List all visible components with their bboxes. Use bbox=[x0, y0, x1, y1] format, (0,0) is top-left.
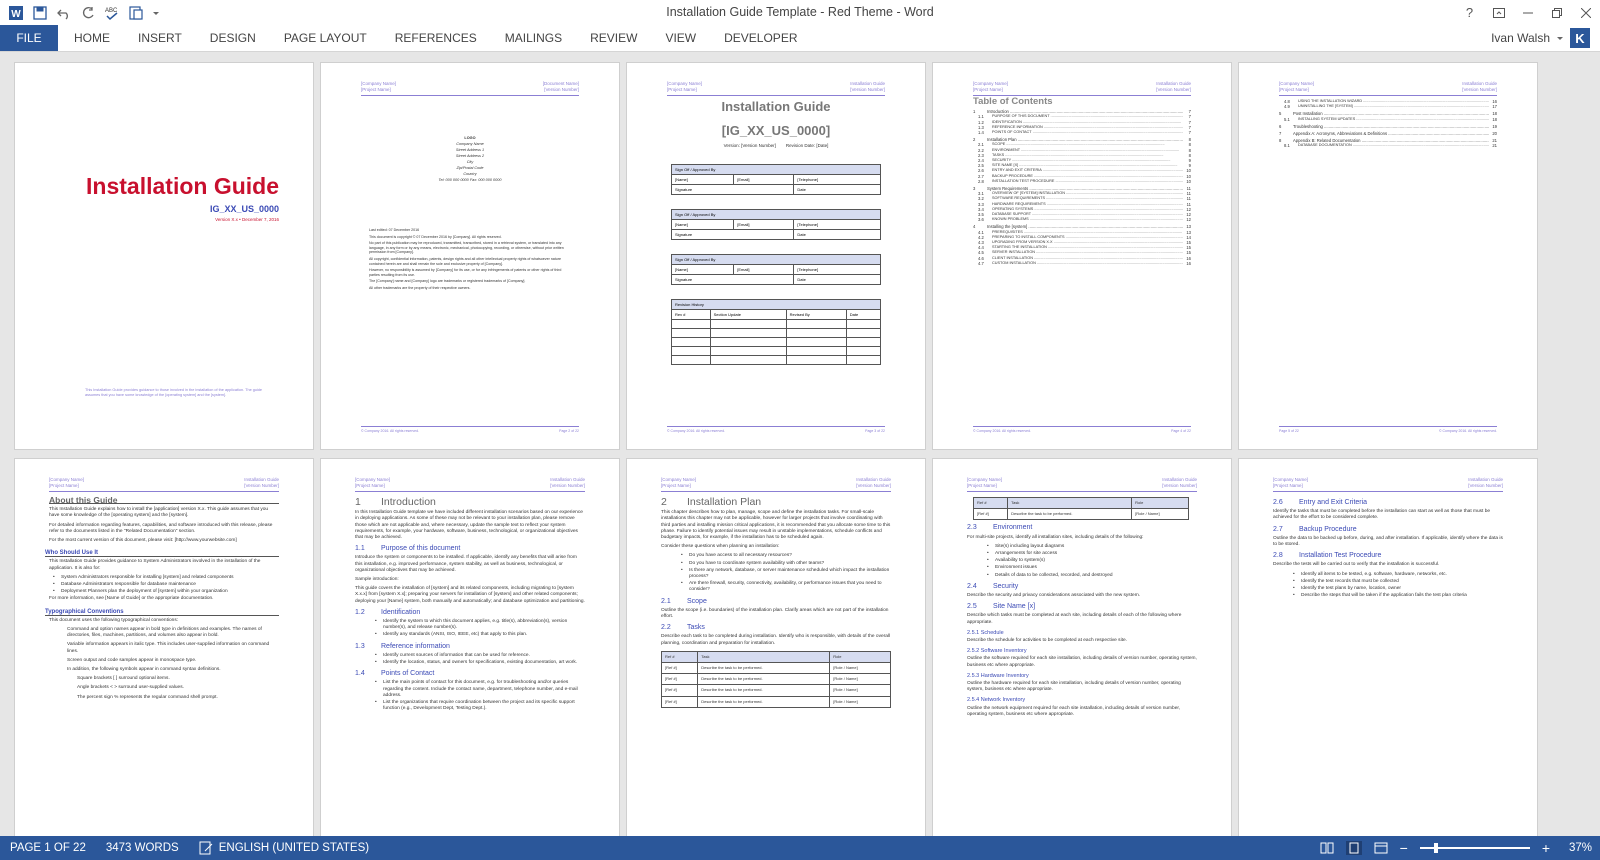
page-toc[interactable] bbox=[932, 62, 1232, 450]
page-header: [Company Name] [Project Name] [Document Name] [Version Number] bbox=[361, 81, 579, 96]
who-heading: Who Should Use It bbox=[45, 550, 279, 557]
page-environment[interactable]: [Company Name] [Project Name] Installation Guide [Version Number] Ref # Task Role [Ref #] Describe the task to be performed. [Role / Name] 2.3 Environment For multi-site projects, identify all installation sites, including details of the following: • Site(s) including layout diagrams • Arrangements for site access • Availability to system(s) • Environment issues • Details of data to be collected, recorded, and destroyed 2.4 Security Describe the security and privacy considerations associated with the new system. 2.5 Site Name [x] Describe which tasks must be completed at each site, including details of each of the following where appropriate. 2.5.1 Schedule Describe the schedule for activities to be completed at each respective site. 2.5.2 Software Inventory Outline the software required for each site installation, including details of version number, operating system, business etc where appropriate. 2.5.3 Hardware Inventory Outline the hardware required for each site installation, including details of version number, operating system, business etc where appropriate. 2.5.4 Network Inventory Outline the network equipment required for each site installation, including details of version number, operating system, business etc where appropriate. bbox=[932, 458, 1232, 836]
page-header: [Company Name] [Project Name] Installation Guide [Version Number] bbox=[1273, 477, 1503, 492]
toc-entry[interactable]: 3.5 DATABASE SUPPORT ..... 12 bbox=[973, 212, 1191, 217]
subsection-heading: 1.1 Purpose of this document bbox=[355, 545, 461, 553]
version-line: Version: [Version Number] Revision Date: [Date] bbox=[723, 143, 829, 148]
toc-entry[interactable]: 1 Introduction ..... 7 bbox=[973, 109, 1191, 114]
cover-code: IG_XX_US_0000 bbox=[209, 204, 279, 214]
page-count[interactable]: PAGE 1 OF 22 bbox=[10, 842, 86, 854]
toc-entry[interactable]: 3.4 OPERATING SYSTEMS ..... 12 bbox=[973, 207, 1191, 212]
about-title: About this Guide bbox=[49, 497, 279, 504]
guide-title: Installation Guide bbox=[721, 99, 831, 114]
subsection-heading: 2.2 Tasks bbox=[661, 624, 705, 632]
toc-entry[interactable]: 8 Appendix B: Related Documentation ..... 21 bbox=[1279, 138, 1497, 143]
page-about[interactable]: [Company Name] [Project Name] Installation Guide [Version Number] About this Guide This Installation Guide explains how to install the [application] version X.x. This guide assumes that you have some knowledge of the [operating system] and the [system]. For detailed information regarding features, capabilities, and software introduced with this release, please refer to the documents listed in the "Related Documentation" section. For the most current version of this document, please visit: [http://www.yourwebsite.com] Who Should Use It This Installation Guide provides guidance to System Administrators involved in the installation of the application. It is also for: • System Administrators responsible for installing [system] and related components • Database Administrators responsible for database maintenance • Deployment Planners plan the deployment of [system] within your organization For more information, see [Name of Guide] or the appropriate documentation. Typographical Conventions This document uses the following typographical conventions: Command and option names appear in bold type in definitions and examples. The names of directories, files, machines, partitions, and volumes also appear in bold. Variable information appears in italic type. This includes user-supplied information on command lines. Screen output and code samples appear in monospace type. In addition, the following symbols appear in command syntax definitions. Square brackets [ ] surround optional items. Angle brackets < > surround user-supplied values. The percent sign % represents the regular command shell prompt. bbox=[14, 458, 314, 836]
svg-text:W: W bbox=[11, 8, 21, 20]
zoom-level[interactable]: 37% bbox=[1568, 842, 1592, 854]
toc-entry[interactable]: 4 Installing the [system] ..... 13 bbox=[973, 224, 1191, 229]
status-bar bbox=[0, 836, 1600, 860]
subsection-heading: 2.3 Environment bbox=[967, 524, 1033, 532]
page-introduction[interactable]: [Company Name] [Project Name] Installation Guide [Version Number] 1 Introduction In this Installation Guide template we have included different installation scenarios based on our experience in deploying applications. As some of these may not be relevant to your installation plan, please remove those which are not applicable and, where necessary, update the sample text to reflect your system requirements, for example, your hardware, software, business, technological, or organizational objectives that may be achieved. 1.1 Purpose of this document Introduce the system or components to be installed. If applicable, identify any benefits that will arise from this installation, e.g. improved performance, system stability, as well as business, technological, or organizational objectives that may be achieved. Sample introduction: This guide covers the installation of [system] and its related components, including migrating to [system X.x.x] from [system X.x]; preparing your servers for installation of [system] and other related components; deploying your [Name] system, both manually and automatically; and database optimization and partitioning. 1.2 Identification • Identify the system to which this document applies, e.g. title(s), abbreviation(s), version number(s), and release number(s). • Identify any standards (ANSI, ISO, IEEE, etc) that apply to this plan. 1.3 Reference information • Identify current sources of information that can be used for reference. • Identify the location, status, and owners for specifications, existing documentation, art work. 1.4 Points of Contact • List the main points of contact for this document, e.g. for troubleshooting and/or queries regarding the content. Include the contact name, department, telephone number, and e-mail address. • List the organizations that require coordination between the project and its specific support function (e.g., Development Dept, Testing Dept.). bbox=[320, 458, 620, 836]
toc-entry[interactable]: 4.8 USING THE INSTALLATION WIZARD ..... 16 bbox=[1279, 99, 1497, 104]
toc-entry[interactable]: 4.5 SERVER INSTALLATION ..... 15 bbox=[973, 250, 1191, 255]
subsection-heading: 1.4 Points of Contact bbox=[355, 670, 435, 678]
tab-file[interactable]: FILE bbox=[0, 25, 58, 51]
subsection-heading: 2.8 Installation Test Procedure bbox=[1273, 552, 1382, 560]
read-mode-icon[interactable] bbox=[1320, 841, 1334, 855]
page-header: [Company Name] [Project Name] Installation Guide [Version Number] bbox=[973, 81, 1191, 96]
toc-entry[interactable]: 4.9 UNINSTALLING THE [SYSTEM] ..... 17 bbox=[1279, 104, 1497, 109]
avatar: K bbox=[1570, 28, 1590, 48]
window-title: Installation Guide Template - Red Theme - Word bbox=[666, 5, 934, 19]
page-header: [Company Name] [Project Name] Installation Guide [Version Number] bbox=[661, 477, 891, 492]
typo-heading: Typographical Conventions bbox=[45, 609, 279, 616]
minimize-icon[interactable] bbox=[1513, 0, 1542, 25]
section-heading: 1 Introduction bbox=[355, 496, 436, 508]
subsection-heading: 1.3 Reference information bbox=[355, 642, 450, 650]
svg-text:ABC: ABC bbox=[105, 7, 118, 14]
subsection-heading: 2.7 Backup Procedure bbox=[1273, 525, 1357, 533]
zoom-slider[interactable] bbox=[1420, 847, 1530, 849]
zoom-slider-knob[interactable] bbox=[1434, 843, 1438, 853]
subsection-heading: 1.2 Identification bbox=[355, 608, 421, 616]
tab-view[interactable]: VIEW bbox=[665, 31, 697, 45]
page-footer: © Company 2016. All rights reserved. Page 3 of 22 bbox=[667, 426, 885, 433]
tab-review[interactable]: REVIEW bbox=[590, 31, 638, 45]
cover-version-line: Version X.x • December 7, 2016 bbox=[215, 217, 279, 222]
toc-entry[interactable]: 2.4 SECURITY ..... 9 bbox=[973, 158, 1191, 163]
toc-entry[interactable]: 3.1 OVERVIEW OF [SYSTEM] INSTALLATION ..... 11 bbox=[973, 191, 1191, 196]
toc-entry[interactable]: 1.2 IDENTIFICATION ..... 7 bbox=[973, 120, 1191, 125]
proofing-status[interactable] bbox=[189, 841, 379, 855]
guide-code: [IG_XX_US_0000] bbox=[721, 123, 831, 138]
toc-entry[interactable]: 4.7 CUSTOM INSTALLATION ..... 16 bbox=[973, 261, 1191, 266]
page-footer: © Company 2016. All rights reserved. Page 2 of 22 bbox=[361, 426, 579, 433]
toc-entry[interactable]: 5 Post Installation ..... 18 bbox=[1279, 111, 1497, 116]
title-bar bbox=[0, 0, 1600, 25]
page-cover[interactable] bbox=[14, 62, 314, 450]
toc-entry[interactable]: 4.2 PREPARING TO INSTALL COMPONENTS ..... 14 bbox=[973, 235, 1191, 240]
web-layout-icon[interactable] bbox=[1374, 841, 1388, 855]
toc-entry[interactable]: 2 Installation Plan ..... 8 bbox=[973, 137, 1191, 142]
tasks-table: Ref # Task Role [Ref #] Describe the task to be performed. [Role / Name] [Ref #] Describe the task to be performed. [Role / Name] [Ref #] Describe the task to be performed. [Role / Name] [Ref #] Describe the task to be performed. [Role / Name] bbox=[661, 651, 891, 708]
page-copyright[interactable] bbox=[320, 62, 620, 450]
page-header: [Company Name] [Project Name] Installation Guide [Version Number] bbox=[1279, 81, 1497, 96]
toc-entry[interactable]: 2.7 BACKUP PROCEDURE ..... 10 bbox=[973, 174, 1191, 179]
page-toc-continued[interactable] bbox=[1238, 62, 1538, 450]
help-icon[interactable]: ? bbox=[1465, 5, 1474, 20]
section-heading: 2 Installation Plan bbox=[661, 496, 762, 508]
toc-entry[interactable]: 4.6 CLIENT INSTALLATION ..... 16 bbox=[973, 256, 1191, 261]
page-signoff[interactable] bbox=[626, 62, 926, 450]
tab-references[interactable]: REFERENCES bbox=[394, 31, 477, 45]
subsection-heading: 2.5 Site Name [x] bbox=[967, 603, 1036, 611]
signoff-table: Sign Off / Approved By [Name] [Email] [Telephone] Signature Date bbox=[671, 254, 881, 285]
chevron-down-icon bbox=[1556, 34, 1564, 42]
close-icon[interactable] bbox=[1571, 0, 1600, 25]
tab-mailings[interactable]: MAILINGS bbox=[504, 31, 563, 45]
toc-title: Table of Contents bbox=[973, 96, 1053, 107]
page-header: [Company Name] [Project Name] Installation Guide [Version Number] bbox=[967, 477, 1197, 492]
user-name: Ivan Walsh bbox=[1491, 31, 1550, 45]
view-controls bbox=[1320, 836, 1592, 860]
copyright-notice: Last edited: 07 December 2016 This document is copyright © 07 December 2016 by [Company]. All rights reserved. No part of this publication may be reproduced, transmitted, transcribed, stored in a retrieval system, or translated into any language, in any form or by any means, electronic, mechanical, photocopying, recording, or otherwise, without prior written permission from [Company]. All copyright, confidential information, patents, design rights and all other intellectual property rights of whatsoever nature contained herein are and shall remain the sole and exclusive property of [Company]. However, no responsibility is assumed by [Company] for its use, or for any infringements of patents or other rights of third parties resulting from its use. The [Company] name and [Company] logo are trademarks or registered trademarks of [Company]. All other trademarks are the property of their respective owners. bbox=[369, 228, 564, 290]
tab-developer[interactable]: DEVELOPER bbox=[724, 31, 798, 45]
page-header: [Company Name] [Project Name] Installation Guide [Version Number] bbox=[49, 477, 279, 492]
cover-title: Installation Guide bbox=[86, 173, 279, 199]
revision-history-table: Revision History Rev # Section Update Revised By Date bbox=[671, 299, 881, 365]
tab-insert[interactable]: INSERT bbox=[138, 31, 182, 45]
toc-entry[interactable]: 2.1 SCOPE ..... 8 bbox=[973, 142, 1191, 147]
page-footer: © Company 2016. All rights reserved. Page 4 of 22 bbox=[973, 426, 1191, 433]
toc-entry[interactable]: 6 Troubleshooting ..... 19 bbox=[1279, 124, 1497, 129]
toc-entry[interactable]: 4.1 PREREQUISITES ..... 13 bbox=[973, 230, 1191, 235]
toc-entry[interactable]: 5.1 INSTALLING SYSTEM UPDATES ..... 18 bbox=[1279, 117, 1497, 122]
toc-entry[interactable]: 8.1 DATABASE DOCUMENTATION ..... 21 bbox=[1279, 143, 1497, 148]
page-entry-exit[interactable]: [Company Name] [Project Name] Installation Guide [Version Number] 2.6 Entry and Exit Criteria Identify the tasks that must be completed before the installation can start as well as those that must be achieved for the effort to be considered complete. 2.7 Backup Procedure Outline the data to be backed up before, during, and after installation. If applicable, identify where the data is to be stored. 2.8 Installation Test Procedure Describe the tests will be carried out to verify that the installation is successful. • Identify all items to be tested, e.g. software, hardware, networks, etc. • Identify the test records that must be collected • Identify the test plans by name, location, owner • Describe the steps that will be taken if the application fails the test plan criteria bbox=[1238, 458, 1538, 836]
toc-entry[interactable]: 4.3 UPGRADING FROM VERSION X.X ..... 15 bbox=[973, 240, 1191, 245]
signoff-table: Sign Off / Approved By [Name] [Email] [Telephone] Signature Date bbox=[671, 164, 881, 195]
language: ENGLISH (UNITED STATES) bbox=[218, 842, 370, 854]
toc-entry[interactable]: 2.5 SITE NAME [X] ..... 9 bbox=[973, 163, 1191, 168]
page-header: [Company Name] [Project Name] Installation Guide [Version Number] bbox=[667, 81, 885, 96]
subsection-heading: 2.4 Security bbox=[967, 582, 1019, 590]
toc-entry[interactable]: 7 Appendix A: Acronyms, Abbreviations & Definitions ..... 20 bbox=[1279, 131, 1497, 136]
page-header: [Company Name] [Project Name] Installation Guide [Version Number] bbox=[355, 477, 585, 492]
toc-entry[interactable]: 3.3 HARDWARE REQUIREMENTS ..... 11 bbox=[973, 202, 1191, 207]
signoff-table: Sign Off / Approved By [Name] [Email] [Telephone] Signature Date bbox=[671, 209, 881, 240]
ribbon-tabs bbox=[0, 25, 1600, 52]
restore-icon[interactable] bbox=[1542, 0, 1571, 25]
tab-page-layout[interactable]: PAGE LAYOUT bbox=[283, 31, 367, 45]
toc-entry[interactable]: 3 System Requirements ..... 11 bbox=[973, 186, 1191, 191]
toc-entry[interactable]: 3.2 SOFTWARE REQUIREMENTS ..... 11 bbox=[973, 196, 1191, 201]
tasks-table-continued: Ref # Task Role [Ref #] Describe the task to be performed. [Role / Name] bbox=[973, 497, 1189, 520]
toc-entry[interactable]: 1.4 POINTS OF CONTACT ..... 7 bbox=[973, 130, 1191, 135]
page-footer: Page 5 of 22 © Company 2016. All rights reserved. bbox=[1279, 426, 1497, 433]
signoff-tables bbox=[671, 164, 881, 365]
page-installation-plan[interactable]: [Company Name] [Project Name] Installation Guide [Version Number] 2 Installation Plan This chapter describes how to plan, manage, scope and define the installation tasks. For small-scale installations this chapter may not be applicable, however for larger projects that involve coordinating with third parties and installing mission critical applications, it is recommended that you allocate some time to this phase. Failure to identify potential issues may result in unstable implementations, schedule conflicts and budgetary impacts, for example, if the installation has to be scheduled again. Consider these questions when planning an installation: • Do you have access to all necessary resources? • Do you have to coordinate system availability with other teams? • Is there any network, database, or server maintenance scheduled which impact the installation process? • Are there firewall, security, connectivity, availability, or performance issues that you need to consider? 2.1 Scope Outline the scope (i.e. boundaries) of the installation plan. Clarify areas which are not part of the installation effort. 2.2 Tasks Describe each task to be completed during installation. Identify who is responsible, with details of the overall planning, coordination and preparation for installation. Ref # Task Role [Ref #] Describe the task to be performed. [Role / Name] [Ref #] Describe the task to be performed. [Role / Name] [Ref #] Describe the task to be performed. [Role / Name] [Ref #] Describe the task to be performed. [Role / Name] bbox=[626, 458, 926, 836]
proofing-icon bbox=[199, 841, 213, 855]
subsection-heading: 2.1 Scope bbox=[661, 597, 707, 605]
ribbon-display-options-icon[interactable] bbox=[1484, 0, 1513, 25]
toc-list bbox=[1279, 99, 1497, 149]
tab-home[interactable]: HOME bbox=[74, 31, 110, 45]
tab-design[interactable]: DESIGN bbox=[209, 31, 256, 45]
toc-entry[interactable]: 1.3 REFERENCE INFORMATION ..... 7 bbox=[973, 125, 1191, 130]
user-account[interactable] bbox=[1491, 27, 1590, 49]
toc-list bbox=[973, 109, 1191, 266]
print-layout-icon[interactable] bbox=[1346, 841, 1362, 855]
toc-entry[interactable]: 2.3 TASKS ..... 8 bbox=[973, 153, 1191, 158]
word-count[interactable]: 3473 WORDS bbox=[105, 842, 179, 854]
window-controls bbox=[1455, 0, 1600, 25]
zoom-out-button[interactable]: − bbox=[1399, 840, 1408, 856]
cover-blurb: This Installation Guide provides guidance to those involved in the installation of the application. The guide assumes that you have some knowledge of the [operating system] and the [system]. bbox=[85, 388, 263, 397]
zoom-in-button[interactable]: + bbox=[1541, 840, 1550, 856]
toc-entry[interactable]: 4.4 STARTING THE INSTALLATION ..... 15 bbox=[973, 245, 1191, 250]
document-multipage-view[interactable] bbox=[0, 52, 1600, 836]
toc-entry[interactable]: 2.6 ENTRY AND EXIT CRITERIA ..... 10 bbox=[973, 168, 1191, 173]
toc-entry[interactable]: 2.8 INSTALLATION TEST PROCEDURE ..... 10 bbox=[973, 179, 1191, 184]
toc-entry[interactable]: 3.6 KNOWN PROBLEMS ..... 12 bbox=[973, 217, 1191, 222]
toc-entry[interactable]: 2.2 ENVIRONMENT ..... 8 bbox=[973, 148, 1191, 153]
company-block: LOGO Company Name Street Address 1 Street Address 2 City Zip/Postal Code Country Tel: 000 000 0000 Fax: 000 000 0000 bbox=[438, 136, 502, 182]
toc-entry[interactable]: 1.1 PURPOSE OF THIS DOCUMENT ..... 7 bbox=[973, 114, 1191, 119]
subsection-heading: 2.6 Entry and Exit Criteria bbox=[1273, 499, 1368, 506]
